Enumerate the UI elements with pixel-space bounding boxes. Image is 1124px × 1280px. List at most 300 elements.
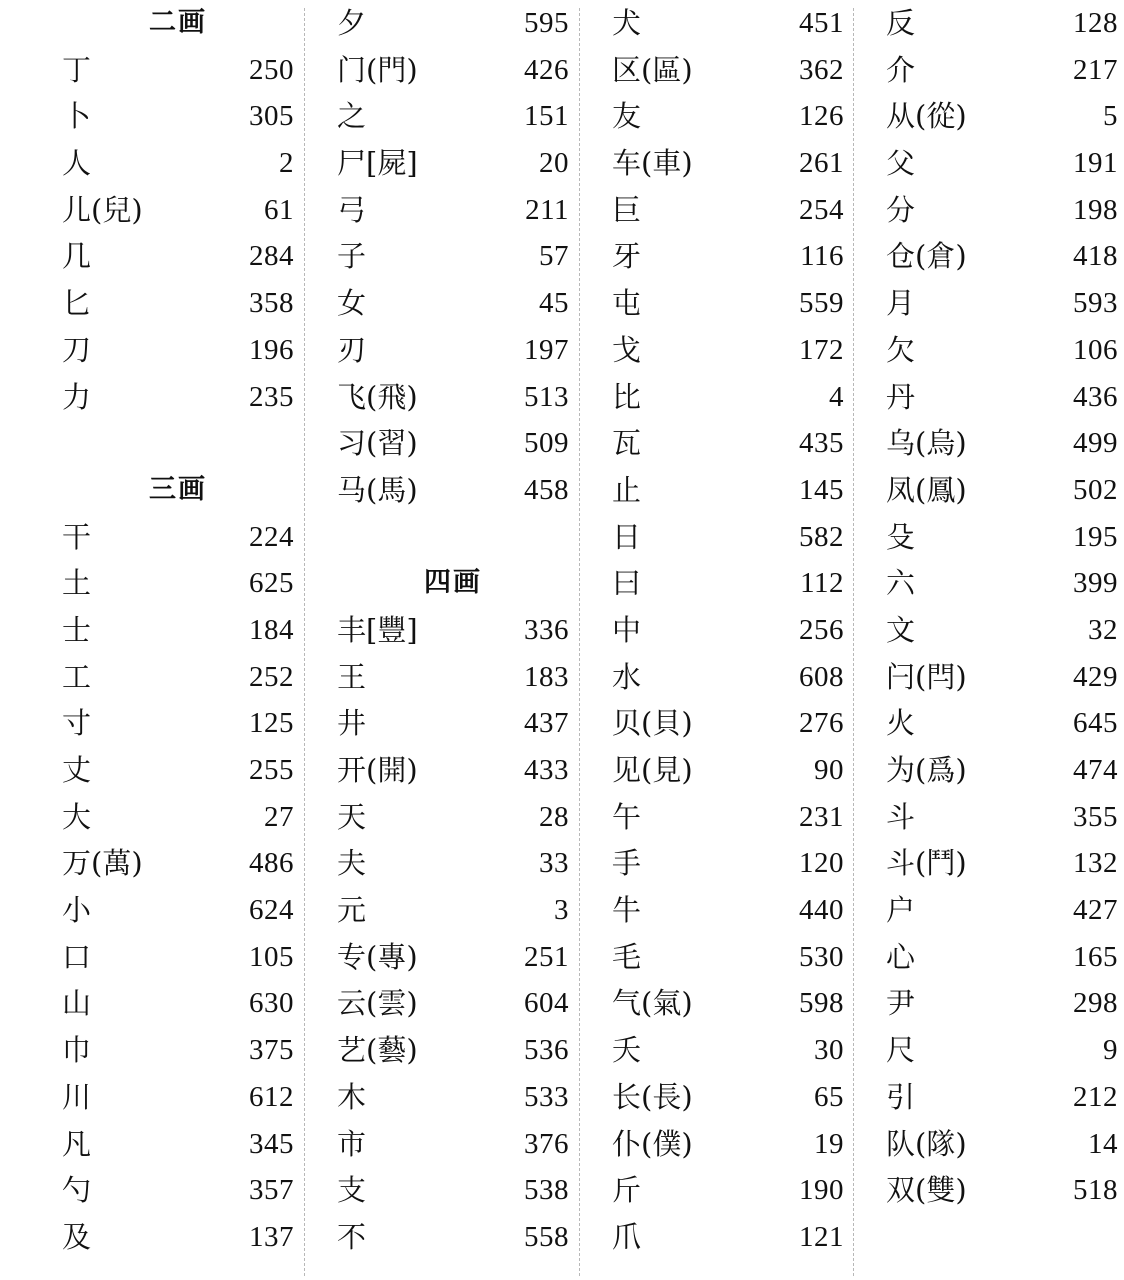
index-entry <box>62 1214 294 1261</box>
entry-page-number: 19 <box>814 1127 844 1160</box>
entry-character: 区(區) <box>612 52 693 87</box>
entry-page-number: 429 <box>1073 660 1118 693</box>
index-entry <box>62 140 294 187</box>
index-entry <box>886 1027 1118 1074</box>
index-entry <box>886 233 1118 280</box>
entry-character: 殳 <box>886 519 916 554</box>
entry-character: 土 <box>62 566 92 601</box>
entry-page-number: 198 <box>1073 193 1118 226</box>
entry-character: 父 <box>886 146 916 181</box>
entry-page-number: 624 <box>249 894 294 927</box>
entry-character: 干 <box>62 519 92 554</box>
index-entry <box>612 1214 844 1261</box>
index-entry <box>62 1167 294 1214</box>
entry-character: 飞(飛) <box>337 379 418 414</box>
entry-page-number: 120 <box>799 847 844 880</box>
index-entry <box>337 747 569 794</box>
index-entry <box>337 93 569 140</box>
entry-character: 之 <box>337 99 367 134</box>
index-entry <box>62 1074 294 1121</box>
index-entry <box>337 140 569 187</box>
entry-page-number: 582 <box>799 520 844 553</box>
entry-page-number: 536 <box>524 1034 569 1067</box>
entry-page-number: 191 <box>1073 147 1118 180</box>
entry-page-number: 61 <box>264 193 294 226</box>
entry-page-number: 558 <box>524 1220 569 1253</box>
entry-character: 双(雙) <box>886 1173 967 1208</box>
index-entry <box>612 233 844 280</box>
column-divider <box>579 8 580 1276</box>
entry-page-number: 538 <box>524 1174 569 1207</box>
entry-character: 支 <box>337 1173 367 1208</box>
entry-page-number: 30 <box>814 1034 844 1067</box>
entry-page-number: 212 <box>1073 1080 1118 1113</box>
index-entry <box>612 840 844 887</box>
entry-page-number: 399 <box>1073 567 1118 600</box>
entry-page-number: 165 <box>1073 940 1118 973</box>
entry-character: 分 <box>886 192 916 227</box>
entry-page-number: 106 <box>1073 333 1118 366</box>
entry-page-number: 436 <box>1073 380 1118 413</box>
entry-character: 及 <box>62 1219 92 1254</box>
entry-page-number: 513 <box>524 380 569 413</box>
entry-page-number: 90 <box>814 754 844 786</box>
entry-page-number: 298 <box>1073 987 1118 1020</box>
entry-page-number: 57 <box>539 240 569 273</box>
index-entry <box>886 980 1118 1027</box>
entry-character: 丰[豐] <box>337 612 418 647</box>
index-entry <box>62 1027 294 1074</box>
entry-page-number: 305 <box>249 100 294 133</box>
index-entry <box>62 607 294 654</box>
entry-page-number: 276 <box>799 707 844 740</box>
index-entry <box>612 187 844 234</box>
index-entry <box>337 654 569 701</box>
entry-character: 斗(鬥) <box>886 846 967 881</box>
index-entry <box>337 887 569 934</box>
index-entry <box>886 0 1118 47</box>
entry-character: 山 <box>62 986 92 1021</box>
entry-character: 仆(僕) <box>612 1126 693 1161</box>
entry-page-number: 132 <box>1073 847 1118 880</box>
entry-page-number: 433 <box>524 754 569 786</box>
entry-character: 市 <box>337 1126 367 1161</box>
index-entry <box>612 934 844 981</box>
entry-character: 巾 <box>62 1033 92 1068</box>
entry-character: 尸[屍] <box>337 146 418 181</box>
entry-character: 木 <box>337 1079 367 1114</box>
entry-page-number: 112 <box>800 567 844 600</box>
index-entry <box>62 1121 294 1168</box>
entry-page-number: 418 <box>1073 240 1118 273</box>
index-entry <box>337 840 569 887</box>
entry-character: 丈 <box>62 753 92 787</box>
entry-page-number: 284 <box>249 240 294 273</box>
entry-page-number: 197 <box>524 333 569 366</box>
index-entry <box>62 794 294 841</box>
index-entry <box>886 607 1118 654</box>
index-entry <box>62 840 294 887</box>
entry-page-number: 211 <box>525 193 569 226</box>
entry-page-number: 608 <box>799 660 844 693</box>
index-entry <box>886 934 1118 981</box>
index-entry <box>612 0 844 47</box>
entry-character: 习(習) <box>337 426 418 461</box>
index-entry <box>612 560 844 607</box>
entry-page-number: 27 <box>264 800 294 833</box>
entry-character: 专(專) <box>337 939 418 974</box>
index-entry <box>886 1074 1118 1121</box>
entry-page-number: 376 <box>524 1127 569 1160</box>
entry-page-number: 256 <box>799 613 844 646</box>
entry-character: 反 <box>886 6 916 40</box>
entry-character: 介 <box>886 52 916 87</box>
entry-page-number: 357 <box>249 1174 294 1207</box>
entry-character: 巨 <box>612 192 642 227</box>
entry-page-number: 612 <box>249 1080 294 1113</box>
entry-character: 万(萬) <box>62 846 143 881</box>
index-entry <box>612 140 844 187</box>
index-entry <box>337 233 569 280</box>
entry-character: 口 <box>62 939 92 974</box>
entry-page-number: 426 <box>524 53 569 86</box>
entry-character: 夕 <box>337 6 367 40</box>
entry-page-number: 358 <box>249 287 294 320</box>
index-entry <box>886 887 1118 934</box>
entry-character: 子 <box>337 239 367 274</box>
entry-page-number: 20 <box>539 147 569 180</box>
index-entry <box>337 47 569 94</box>
index-entry <box>612 794 844 841</box>
entry-page-number: 65 <box>814 1080 844 1113</box>
index-entry <box>886 47 1118 94</box>
entry-character: 尹 <box>886 986 916 1021</box>
entry-page-number: 598 <box>799 987 844 1020</box>
entry-character: 斗 <box>886 799 916 834</box>
entry-character: 日 <box>612 519 642 554</box>
index-entry <box>337 1027 569 1074</box>
index-entry <box>612 747 844 794</box>
index-entry <box>886 327 1118 374</box>
entry-page-number: 509 <box>524 427 569 460</box>
index-entry <box>337 187 569 234</box>
entry-character: 牛 <box>612 893 642 928</box>
entry-page-number: 183 <box>524 660 569 693</box>
entry-character: 几 <box>62 239 92 274</box>
index-entry <box>62 654 294 701</box>
entry-character: 止 <box>612 472 642 507</box>
entry-character: 元 <box>337 893 367 928</box>
entry-character: 马(馬) <box>337 472 418 507</box>
entry-character: 爪 <box>612 1219 642 1254</box>
index-entry <box>612 93 844 140</box>
entry-page-number: 105 <box>249 940 294 973</box>
entry-page-number: 9 <box>1103 1034 1118 1067</box>
entry-character: 大 <box>62 799 92 834</box>
index-column-2 <box>337 0 569 1261</box>
index-entry <box>886 560 1118 607</box>
index-entry <box>337 374 569 421</box>
entry-page-number: 235 <box>249 380 294 413</box>
entry-character: 瓦 <box>612 426 642 461</box>
entry-character: 刃 <box>337 332 367 367</box>
index-entry <box>337 1214 569 1261</box>
entry-character: 午 <box>612 799 642 834</box>
entry-character: 从(從) <box>886 99 967 134</box>
entry-page-number: 196 <box>249 333 294 366</box>
index-entry <box>337 700 569 747</box>
entry-character: 女 <box>337 286 367 321</box>
column-divider <box>304 8 305 1276</box>
index-entry <box>62 980 294 1027</box>
entry-page-number: 435 <box>799 427 844 460</box>
index-entry <box>612 327 844 374</box>
index-entry <box>337 607 569 654</box>
index-entry <box>612 980 844 1027</box>
entry-page-number: 217 <box>1073 53 1118 86</box>
index-entry <box>62 327 294 374</box>
index-entry <box>337 280 569 327</box>
index-entry <box>612 1167 844 1214</box>
entry-character: 见(見) <box>612 753 693 787</box>
index-entry <box>612 654 844 701</box>
entry-page-number: 427 <box>1073 894 1118 927</box>
entry-page-number: 145 <box>799 473 844 506</box>
stroke-count-heading: 二画 <box>149 7 207 38</box>
entry-page-number: 126 <box>799 100 844 133</box>
entry-character: 户 <box>886 893 916 928</box>
index-entry <box>62 514 294 561</box>
index-entry <box>886 280 1118 327</box>
entry-character: 寸 <box>62 706 92 741</box>
entry-character: 为(爲) <box>886 753 967 787</box>
index-entry <box>337 794 569 841</box>
entry-page-number: 474 <box>1073 754 1118 786</box>
entry-character: 屯 <box>612 286 642 321</box>
entry-character: 引 <box>886 1079 916 1114</box>
entry-page-number: 486 <box>249 847 294 880</box>
index-entry <box>612 607 844 654</box>
section-spacer <box>337 514 569 561</box>
index-entry <box>886 93 1118 140</box>
entry-character: 水 <box>612 659 642 694</box>
entry-character: 门(門) <box>337 52 418 87</box>
entry-character: 犬 <box>612 6 642 40</box>
index-column-4 <box>886 0 1118 1214</box>
index-entry <box>62 374 294 421</box>
entry-page-number: 251 <box>524 940 569 973</box>
index-entry <box>886 374 1118 421</box>
entry-page-number: 437 <box>524 707 569 740</box>
entry-page-number: 533 <box>524 1080 569 1113</box>
index-entry <box>62 93 294 140</box>
entry-page-number: 593 <box>1073 287 1118 320</box>
column-divider <box>853 8 854 1276</box>
entry-character: 匕 <box>62 286 92 321</box>
entry-page-number: 190 <box>799 1174 844 1207</box>
entry-page-number: 252 <box>249 660 294 693</box>
entry-page-number: 14 <box>1088 1127 1118 1160</box>
entry-character: 小 <box>62 893 92 928</box>
entry-page-number: 224 <box>249 520 294 553</box>
entry-character: 士 <box>62 612 92 647</box>
entry-page-number: 137 <box>249 1220 294 1253</box>
index-entry <box>62 747 294 794</box>
entry-page-number: 33 <box>539 847 569 880</box>
entry-character: 力 <box>62 379 92 414</box>
index-entry <box>886 187 1118 234</box>
index-entry <box>886 840 1118 887</box>
entry-character: 气(氣) <box>612 986 693 1021</box>
index-entry <box>612 1121 844 1168</box>
entry-page-number: 28 <box>539 800 569 833</box>
entry-character: 凡 <box>62 1126 92 1161</box>
entry-page-number: 451 <box>799 7 844 39</box>
stroke-count-heading: 四画 <box>424 567 482 599</box>
entry-character: 六 <box>886 566 916 601</box>
entry-character: 不 <box>337 1219 367 1254</box>
entry-page-number: 121 <box>799 1220 844 1253</box>
index-entry <box>612 1074 844 1121</box>
index-entry <box>886 794 1118 841</box>
entry-character: 斤 <box>612 1173 642 1208</box>
entry-page-number: 559 <box>799 287 844 320</box>
entry-character: 井 <box>337 706 367 741</box>
entry-character: 乌(烏) <box>886 426 967 461</box>
entry-character: 弓 <box>337 192 367 227</box>
index-entry <box>612 1027 844 1074</box>
entry-character: 夫 <box>337 846 367 881</box>
index-column-1 <box>62 0 294 1261</box>
entry-character: 手 <box>612 846 642 881</box>
entry-page-number: 375 <box>249 1034 294 1067</box>
entry-page-number: 355 <box>1073 800 1118 833</box>
entry-page-number: 261 <box>799 147 844 180</box>
entry-character: 工 <box>62 659 92 694</box>
entry-character: 凤(鳳) <box>886 472 967 507</box>
index-entry <box>886 1121 1118 1168</box>
index-entry <box>337 1121 569 1168</box>
entry-character: 开(開) <box>337 753 418 787</box>
entry-character: 儿(兒) <box>62 192 143 227</box>
entry-page-number: 172 <box>799 333 844 366</box>
entry-page-number: 440 <box>799 894 844 927</box>
entry-character: 人 <box>62 146 92 181</box>
entry-character: 丹 <box>886 379 916 414</box>
entry-character: 长(長) <box>612 1079 693 1114</box>
index-entry <box>612 700 844 747</box>
entry-page-number: 5 <box>1103 100 1118 133</box>
entry-page-number: 645 <box>1073 707 1118 740</box>
entry-page-number: 530 <box>799 940 844 973</box>
entry-page-number: 184 <box>249 613 294 646</box>
entry-character: 牙 <box>612 239 642 274</box>
entry-page-number: 2 <box>279 147 294 180</box>
index-entry <box>612 374 844 421</box>
entry-page-number: 116 <box>800 240 844 273</box>
entry-character: 贝(貝) <box>612 706 693 741</box>
index-entry <box>612 514 844 561</box>
entry-character: 丁 <box>62 52 92 87</box>
entry-page-number: 45 <box>539 287 569 320</box>
entry-page-number: 3 <box>554 894 569 927</box>
index-entry <box>62 47 294 94</box>
entry-page-number: 125 <box>249 707 294 740</box>
index-entry <box>62 187 294 234</box>
index-column-3 <box>612 0 844 1261</box>
index-entry <box>612 467 844 514</box>
entry-character: 勺 <box>62 1173 92 1208</box>
entry-character: 心 <box>886 939 916 974</box>
index-entry <box>886 420 1118 467</box>
entry-page-number: 4 <box>829 380 844 413</box>
index-entry <box>337 1074 569 1121</box>
entry-character: 闩(閂) <box>886 659 967 694</box>
entry-page-number: 595 <box>524 7 569 39</box>
entry-character: 刀 <box>62 332 92 367</box>
index-entry <box>62 560 294 607</box>
index-entry <box>62 934 294 981</box>
entry-page-number: 231 <box>799 800 844 833</box>
entry-character: 卜 <box>62 99 92 134</box>
index-entry <box>612 887 844 934</box>
entry-character: 曰 <box>612 566 642 601</box>
index-entry <box>337 934 569 981</box>
index-entry <box>62 280 294 327</box>
entry-character: 文 <box>886 612 916 647</box>
index-entry <box>62 700 294 747</box>
index-entry <box>337 0 569 47</box>
entry-page-number: 151 <box>524 100 569 133</box>
entry-page-number: 32 <box>1088 613 1118 646</box>
index-entry <box>337 467 569 514</box>
entry-character: 艺(藝) <box>337 1033 418 1068</box>
entry-character: 川 <box>62 1079 92 1114</box>
stroke-count-heading: 三画 <box>149 473 207 505</box>
index-entry <box>612 420 844 467</box>
index-entry <box>886 1167 1118 1214</box>
index-entry <box>612 47 844 94</box>
entry-page-number: 458 <box>524 473 569 506</box>
entry-page-number: 499 <box>1073 427 1118 460</box>
index-entry <box>62 233 294 280</box>
entry-character: 队(隊) <box>886 1126 967 1161</box>
index-entry <box>886 467 1118 514</box>
index-entry <box>337 420 569 467</box>
entry-page-number: 345 <box>249 1127 294 1160</box>
entry-page-number: 255 <box>249 754 294 786</box>
entry-character: 天 <box>337 799 367 834</box>
entry-page-number: 195 <box>1073 520 1118 553</box>
entry-character: 友 <box>612 99 642 134</box>
entry-page-number: 502 <box>1073 473 1118 506</box>
entry-character: 夭 <box>612 1033 642 1068</box>
index-entry <box>886 654 1118 701</box>
index-entry <box>886 747 1118 794</box>
section-spacer <box>62 420 294 467</box>
entry-character: 毛 <box>612 939 642 974</box>
entry-page-number: 336 <box>524 613 569 646</box>
entry-page-number: 128 <box>1073 7 1118 39</box>
index-entry <box>612 280 844 327</box>
entry-character: 王 <box>337 659 367 694</box>
entry-page-number: 254 <box>799 193 844 226</box>
entry-page-number: 362 <box>799 53 844 86</box>
index-entry <box>62 887 294 934</box>
entry-character: 中 <box>612 612 642 647</box>
entry-character: 车(車) <box>612 146 693 181</box>
entry-page-number: 250 <box>249 53 294 86</box>
